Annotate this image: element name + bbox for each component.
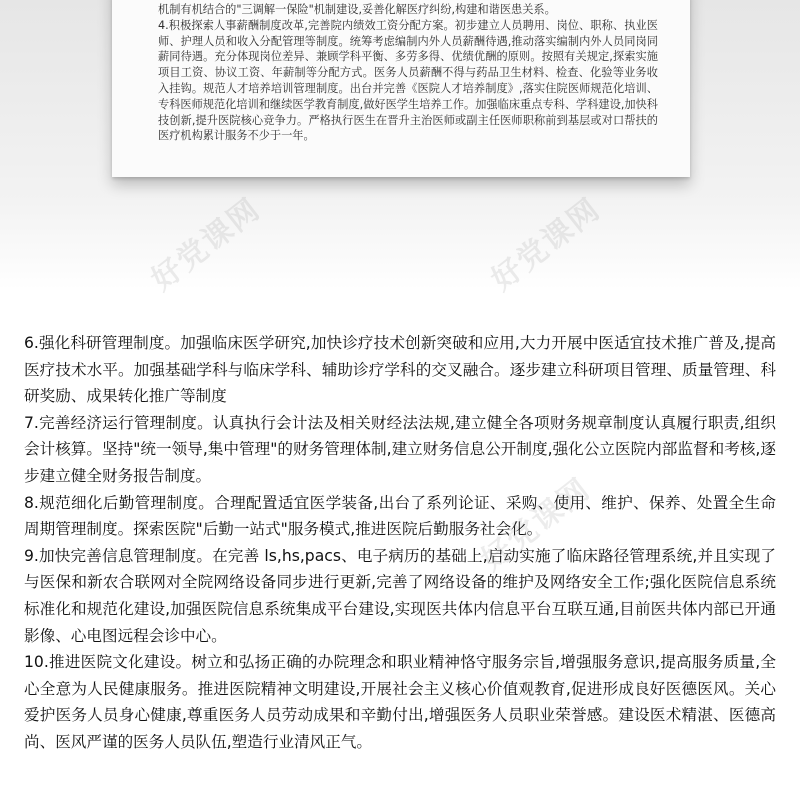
paragraph-9: 9.加快完善信息管理制度。在完善 ls,hs,pacs、电子病历的基础上,启动实施了临床路径管理系统,并且实现了与医保和新农合联网对全院网络设备同步进行更新,完善了网络设备的维护及网络安全工作;强化医院信息系统标准化和规范化建设,加强医院信息系统集成平台建设,实现医共体内信息平台互联互通,目前医共体内部已开通影像、心电图远程会诊中心。 <box>24 546 776 645</box>
paragraph-10: 10.推进医院文化建设。树立和弘扬正确的办院理念和职业精神恪守服务宗旨,增强服务意识,提高服务质量,全心全意为人民健康服务。推进医院精神文明建设,开展社会主义核心价值观教育,促进形成良好医德医风。关心爱护医务人员身心健康,尊重医务人员劳动成果和辛勤付出,增强医务人员职业荣誉感。建设医术精湛、医德高尚、医风严谨的医务人员队伍,塑造行业清风正气。 <box>24 653 776 751</box>
paragraph-8: 8.规范细化后勤管理制度。合理配置适宜医学装备,出台了系列论证、采购、使用、维护、保养、处置全生命周期管理制度。探索医院"后勤一站式"服务模式,推进医院后勤服务社会化。 <box>24 493 776 539</box>
document-photo <box>112 0 690 177</box>
document-photo-text <box>158 2 658 144</box>
paragraph-6: 6.强化科研管理制度。加强临床医学研究,加快诊疗技术创新突破和应用,大力开展中医适宜技术推广普及,提高医疗技术水平。加强基础学科与临床学科、辅助诊疗学科的交叉融合。逐步建立科研项目管理、质量管理、科研奖励、成果转化推广等制度 <box>24 334 776 406</box>
item-4-paragraph: 4.积极探索人事薪酬制度改革,完善院内绩效工资分配方案。初步建立人员聘用、岗位、职称、执业医师、护理人员和收入分配管理等制度。统筹考虑编制内外人员薪酬待遇,推动落实编制内外人员同岗同薪同待遇。充分体现岗位差异、兼顾学科平衡、多劳多得、优绩优酬的原则。按照有关规定,探索实施项目工资、协议工资、年薪制等分配方式。医务人员薪酬不得与药品卫生材料、检查、化验等业务收入挂钩。规范人才培养培训管理制度。出台并完善《医院人才培养制度》,落实住院医师规范化培训、专科医师规范化培训和继续医学教育制度,做好医学生培养工作。加强临床重点专科、学科建设,加快科技创新,提升医院核心竞争力。严格执行医生在晋升主治医师或副主任医师职称前到基层或对口帮扶的医疗机构累计服务不少于一年。 <box>158 18 658 143</box>
paragraph-7: 7.完善经济运行管理制度。认真执行会计法及相关财经法法规,建立健全各项财务规章制度认真履行职责,组织会计核算。坚持"统一领导,集中管理"的财务管理体制,建立财务信息公开制度,强化公立医院内部监督和考核,逐步建立健全财务报告制度。 <box>24 413 776 485</box>
partial-top-line: 机制有机结合的"三调解一保险"机制建设,妥善化解医疗纠纷,构建和谐医患关系。 <box>158 3 556 16</box>
watermark: 好党课网 <box>474 471 598 578</box>
main-text <box>24 330 776 756</box>
